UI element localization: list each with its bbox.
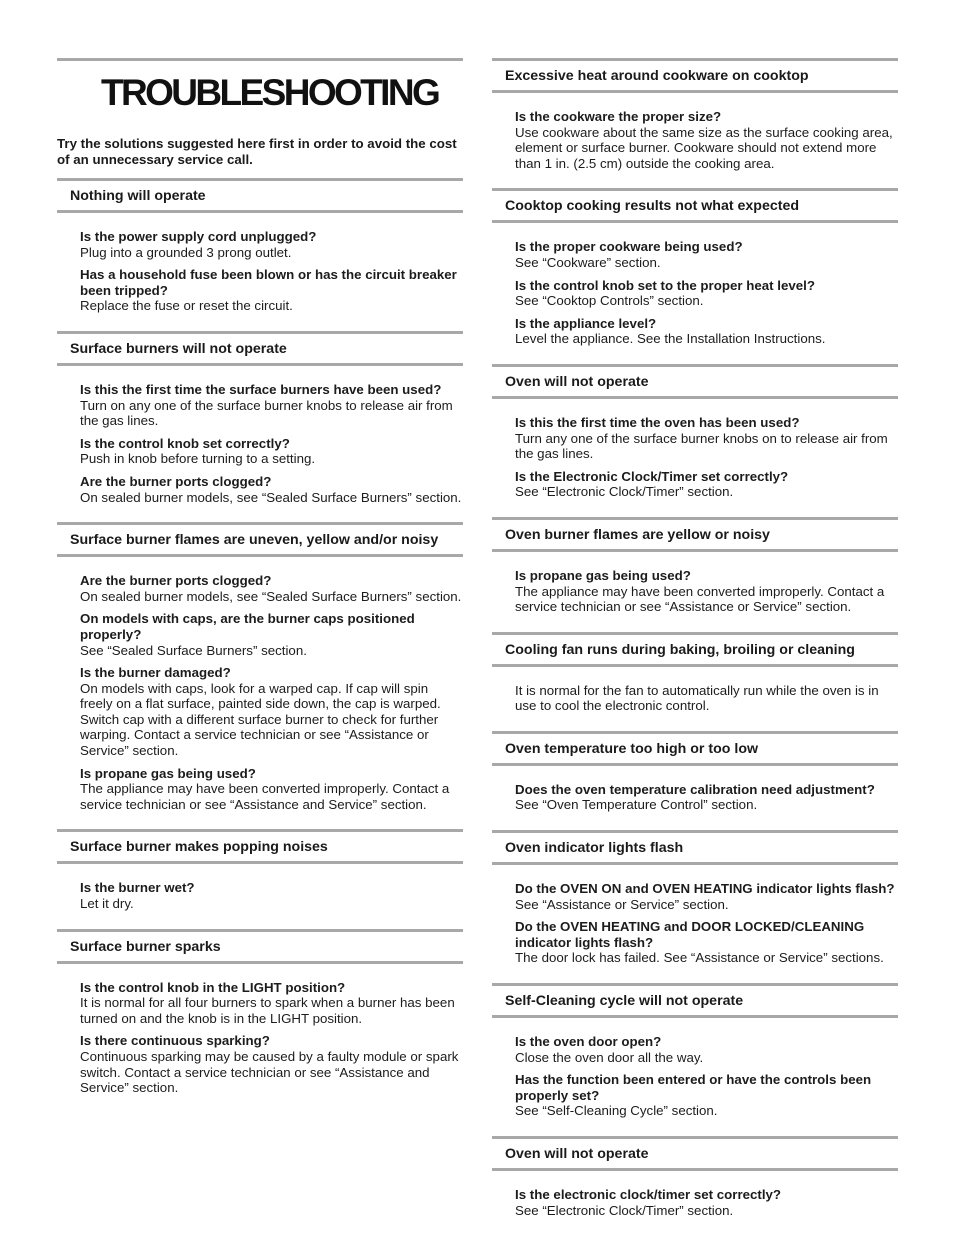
troubleshooting-section — [492, 364, 898, 500]
answer-text: See “Cookware” section. — [515, 254, 661, 270]
troubleshooting-section — [492, 830, 898, 966]
question-text: Has the function been entered or have the controls been properly set? — [515, 1072, 872, 1103]
section-header: Surface burner sparks — [57, 929, 463, 964]
section-header: Surface burners will not operate — [57, 331, 463, 366]
question-text: Is the oven door open? — [515, 1034, 662, 1050]
section-header: Oven temperature too high or too low — [492, 731, 898, 766]
answer-text: It is normal for all four burners to spark when a burner has been turned on and the knob is in the LIGHT position. — [80, 995, 455, 1026]
answer-text: Let it dry. — [80, 896, 134, 912]
qa-item — [80, 1033, 463, 1095]
answer-text: Plug into a grounded 3 prong outlet. — [80, 244, 292, 260]
section-header: Excessive heat around cookware on cooktop — [492, 58, 898, 93]
answer-text: Continuous sparking may be caused by a faulty module or spark switch. Contact a service technician or see “Assistance and Service” section. — [80, 1049, 459, 1096]
qa-list — [57, 366, 463, 505]
qa-list — [57, 557, 463, 812]
question-text: Is there continuous sparking? — [80, 1033, 270, 1049]
page-title: TROUBLESHOOTING — [101, 72, 439, 113]
section-header: Oven indicator lights flash — [492, 830, 898, 865]
qa-list — [492, 552, 898, 615]
qa-list — [492, 93, 898, 171]
section-header: Oven will not operate — [492, 364, 898, 399]
qa-item — [515, 278, 898, 309]
question-text: On models with caps, are the burner caps positioned properly? — [80, 611, 415, 642]
qa-list — [492, 1171, 898, 1218]
troubleshooting-section — [492, 632, 898, 714]
section-header: Nothing will operate — [57, 178, 463, 213]
qa-list — [492, 1018, 898, 1119]
qa-item — [515, 1187, 898, 1218]
qa-list — [492, 223, 898, 347]
question-text: Is the control knob in the LIGHT position? — [80, 979, 346, 995]
question-text: Do the OVEN ON and OVEN HEATING indicator lights flash? — [515, 881, 895, 897]
qa-item — [80, 382, 463, 429]
qa-item — [515, 881, 898, 912]
qa-item — [515, 109, 898, 171]
qa-list — [492, 399, 898, 500]
qa-item — [515, 568, 898, 615]
qa-item — [515, 415, 898, 462]
troubleshooting-section — [492, 1136, 898, 1218]
troubleshooting-section — [492, 188, 898, 347]
answer-text: On sealed burner models, see “Sealed Surface Burners” section. — [80, 588, 462, 604]
answer-text: Replace the fuse or reset the circuit. — [80, 298, 293, 314]
answer-text: On models with caps, look for a warped cap. If cap will spin freely on a flat surface, painted side down, the cap is warped. Switch cap with a different surface burner to check for further warping. Contact a service technician or see “Assistance or Service” section. — [80, 680, 441, 759]
qa-list — [57, 964, 463, 1096]
qa-item — [515, 469, 898, 500]
left-section-list — [57, 178, 463, 1096]
question-text: Do the OVEN HEATING and DOOR LOCKED/CLEANING indicator lights flash? — [515, 919, 865, 950]
qa-list — [57, 864, 463, 911]
qa-list — [492, 766, 898, 813]
qa-list — [492, 865, 898, 966]
answer-text: The appliance may have been converted improperly. Contact a service technician or see “Assistance and Service” section. — [80, 781, 450, 812]
section-header: Oven will not operate — [492, 1136, 898, 1171]
title-rule — [57, 58, 463, 61]
qa-item — [515, 1072, 898, 1119]
answer-text: See “Sealed Surface Burners” section. — [80, 642, 307, 658]
answer-text: The door lock has failed. See “Assistance or Service” sections. — [515, 950, 884, 966]
answer-text: Use cookware about the same size as the surface cooking area, element or surface burner. Cookware should not extend more than 1 in. (2.5 cm) outside the cooking area. — [515, 124, 893, 171]
question-text: Is propane gas being used? — [515, 567, 691, 583]
qa-item — [80, 880, 463, 911]
qa-item — [80, 665, 463, 759]
question-text: Is the proper cookware being used? — [515, 239, 743, 255]
section-header: Cooktop cooking results not what expected — [492, 188, 898, 223]
troubleshooting-section — [57, 178, 463, 314]
answer-text: Turn on any one of the surface burner knobs to release air from the gas lines. — [80, 397, 453, 429]
answer-text: See “Oven Temperature Control” section. — [515, 797, 758, 813]
qa-item — [80, 436, 463, 467]
section-header: Self-Cleaning cycle will not operate — [492, 983, 898, 1018]
troubleshooting-section — [492, 517, 898, 615]
qa-item — [80, 474, 463, 505]
question-text: Are the burner ports clogged? — [80, 473, 272, 489]
qa-item — [515, 683, 898, 714]
troubleshooting-section — [492, 983, 898, 1119]
answer-text: See “Electronic Clock/Timer” section. — [515, 1202, 734, 1218]
question-text: Is the burner damaged? — [80, 665, 231, 681]
qa-item — [515, 782, 898, 813]
question-text: Does the oven temperature calibration need adjustment? — [515, 781, 875, 797]
answer-text: Level the appliance. See the Installation Instructions. — [515, 331, 826, 347]
answer-text: Close the oven door all the way. — [515, 1049, 704, 1065]
section-header: Surface burner flames are uneven, yellow and/or noisy — [57, 522, 463, 557]
section-header: Surface burner makes popping noises — [57, 829, 463, 864]
question-text: Is the burner wet? — [80, 880, 195, 896]
section-header: Oven burner flames are yellow or noisy — [492, 517, 898, 552]
question-text: Is the appliance level? — [515, 315, 657, 331]
troubleshooting-section — [492, 731, 898, 813]
question-text: Has a household fuse been blown or has the circuit breaker been tripped? — [80, 267, 457, 298]
answer-text: On sealed burner models, see “Sealed Surface Burners” section. — [80, 489, 462, 505]
question-text: Is propane gas being used? — [80, 765, 256, 781]
question-text: Is the control knob set to the proper heat level? — [515, 277, 815, 293]
qa-item — [80, 573, 463, 604]
qa-item — [515, 239, 898, 270]
troubleshooting-section — [57, 929, 463, 1096]
qa-item — [515, 919, 898, 966]
troubleshooting-section — [492, 58, 898, 171]
question-text: Is the cookware the proper size? — [515, 109, 722, 124]
question-text: Is this the first time the surface burners have been used? — [80, 381, 442, 397]
answer-text: Turn any one of the surface burner knobs on to release air from the gas lines. — [515, 430, 888, 462]
qa-item — [515, 1034, 898, 1065]
qa-list — [492, 667, 898, 714]
question-text: Is the electronic clock/timer set correctly? — [515, 1187, 782, 1202]
troubleshooting-section — [57, 522, 463, 812]
answer-text: It is normal for the fan to automatically run while the oven is in use to cool the electronic control. — [515, 682, 879, 714]
section-header: Cooling fan runs during baking, broiling or cleaning — [492, 632, 898, 667]
question-text: Is the Electronic Clock/Timer set correctly? — [515, 468, 789, 484]
qa-list — [57, 213, 463, 314]
answer-text: See “Cooktop Controls” section. — [515, 293, 704, 309]
qa-item — [515, 316, 898, 347]
question-text: Is this the first time the oven has been used? — [515, 414, 800, 430]
qa-item — [80, 766, 463, 813]
troubleshooting-section — [57, 829, 463, 911]
answer-text: See “Self-Cleaning Cycle” section. — [515, 1103, 718, 1119]
right-section-list — [492, 58, 898, 1218]
troubleshooting-section — [57, 331, 463, 505]
answer-text: See “Electronic Clock/Timer” section. — [515, 484, 734, 500]
left-column — [57, 58, 463, 1113]
qa-item — [80, 980, 463, 1027]
question-text: Are the burner ports clogged? — [80, 573, 272, 589]
answer-text: The appliance may have been converted improperly. Contact a service technician or see “Assistance or Service” section. — [515, 583, 885, 615]
question-text: Is the power supply cord unplugged? — [80, 229, 317, 244]
qa-item — [80, 611, 463, 658]
question-text: Is the control knob set correctly? — [80, 435, 290, 451]
answer-text: See “Assistance or Service” section. — [515, 896, 729, 912]
answer-text: Push in knob before turning to a setting. — [80, 451, 316, 467]
qa-item — [80, 267, 463, 314]
right-column — [492, 58, 898, 1235]
intro-text: Try the solutions suggested here first in order to avoid the cost of an unnecessary service call. — [57, 136, 457, 167]
qa-item — [80, 229, 463, 260]
